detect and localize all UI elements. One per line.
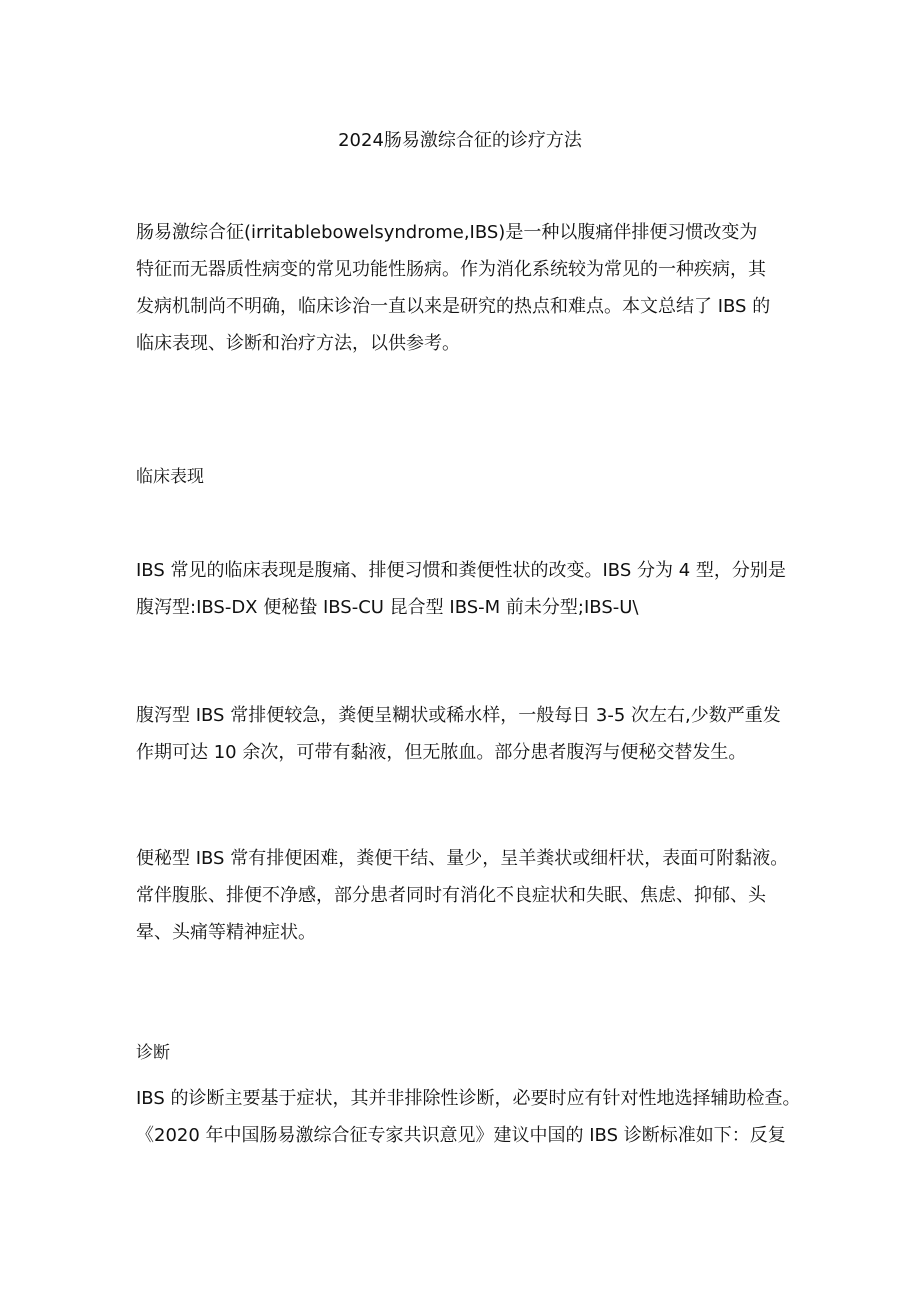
text-line: 作期可达 10 余次，可带有黏液，但无脓血。部分患者腹泻与便秘交替发生。 xyxy=(136,742,747,763)
text-line: 常伴腹胀、排便不净感，部分患者同时有消化不良症状和失眠、焦虑、抑郁、头 xyxy=(136,885,766,906)
text-line: 肠易激综合征(irritablebowelsyndrome,IBS)是一种以腹痛伴排便习惯改变为 xyxy=(136,222,758,243)
text-line: 特征而无器质性病变的常见功能性肠病。作为消化系统较为常见的一种疾病，其 xyxy=(136,259,766,280)
text-line: 发病机制尚不明确，临床诊治一直以来是研究的热点和难点。本文总结了 IBS 的 xyxy=(136,296,771,317)
section-heading-clinical: 临床表现 xyxy=(136,467,204,487)
text-line: 晕、头痛等精神症状。 xyxy=(136,922,316,943)
text-line: 临床表现、诊断和治疗方法，以供参考。 xyxy=(136,333,460,354)
clinical-paragraph-types xyxy=(136,552,800,626)
clinical-paragraph-constipation xyxy=(136,840,800,951)
section-heading-diagnosis: 诊断 xyxy=(136,1043,170,1063)
diagnosis-paragraph xyxy=(136,1080,800,1154)
text-line: IBS 常见的临床表现是腹痛、排便习惯和粪便性状的改变。IBS 分为 4 型，分别是 xyxy=(136,560,786,581)
page-title: 2024肠易激综合征的诊疗方法 xyxy=(338,130,582,151)
text-line: 腹泻型 IBS 常排便较急，粪便呈糊状或稀水样，一般每日 3-5 次左右,少数严重发 xyxy=(136,705,781,726)
text-line: 便秘型 IBS 常有排便困难，粪便干结、量少，呈羊粪状或细杆状，表面可附黏液。 xyxy=(136,848,789,869)
intro-paragraph xyxy=(136,214,800,362)
text-line: IBS 的诊断主要基于症状，其并非排除性诊断，必要时应有针对性地选择辅助检查。 xyxy=(136,1088,801,1109)
text-line: 《2020 年中国肠易激综合征专家共识意见》建议中国的 IBS 诊断标准如下：反复 xyxy=(136,1125,786,1146)
text-line: 腹泻型:IBS-DX 便秘蛰 IBS-CU 昆合型 IBS-M 前未分型;IBS-U\ xyxy=(136,597,639,618)
clinical-paragraph-diarrhea xyxy=(136,697,800,771)
